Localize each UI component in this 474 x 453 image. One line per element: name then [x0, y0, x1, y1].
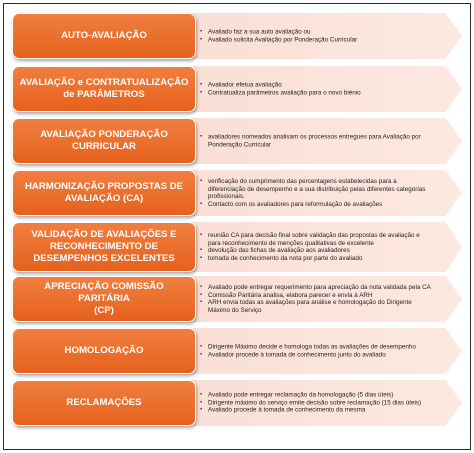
step-bullet-item: ▪ Comissão Paritária analisa, elabora parecer e envia à ARH [200, 291, 432, 299]
step-box [12, 13, 196, 59]
step-title: AVALIAÇÃO e CONTRATUALIZAÇÃO de PARÂMETROS [19, 77, 189, 100]
step-row-apreciacao-cp [12, 276, 462, 322]
step-bullet-item: ▪ reunião CA para decisão final sobre validação das propostas de avaliação e para reconhecimento de menções qualitativas de excelente [200, 232, 432, 247]
step-bullet-item: ▪ Avaliado faz a sua auto avaliação ou [200, 28, 432, 36]
step-bullet-item: ▪ Contacto com os avaliadores para reformulação de avaliações [200, 201, 432, 209]
step-bullet-list [200, 343, 432, 358]
step-bullet-item: ▪ Avaliado pode entregar reclamação da homologação (5 dias úteis) [200, 392, 432, 400]
step-bullet-item: ▪ Dirigente Máximo decide e homologa todas as avaliações de desempenho [200, 343, 432, 351]
step-bullet-item: ▪ Contratualiza parâmetros avaliação para o novo biénio [200, 89, 432, 97]
step-row-harmonizacao [12, 170, 462, 216]
step-bullet-item: ▪ Dirigente máximo do serviço emite decisão sobre reclamação (15 dias úteis) [200, 399, 432, 407]
step-title: AUTO-AVALIAÇÃO [61, 30, 147, 41]
step-row-avaliacao-contratualizacao [12, 66, 462, 112]
step-box [12, 222, 196, 272]
step-title: RECLAMAÇÕES [66, 397, 142, 408]
step-row-ponderacao-curricular [12, 118, 462, 164]
step-title: HOMOLOGAÇÃO [64, 345, 144, 356]
step-row-auto-avaliacao [12, 13, 462, 59]
step-row-reclamacoes [12, 380, 462, 426]
step-bullet-list [200, 81, 432, 96]
step-bullet-item: ▪ Avaliador efetua avaliação [200, 81, 432, 89]
step-bullet-list [200, 178, 432, 208]
step-bullet-item: ▪ Avaliado solicita Avaliação por Ponderação Curricular [200, 36, 432, 44]
step-title: APRECIAÇÃO COMISSÃO PARITÁRIA (CP) [44, 281, 164, 316]
step-row-homologacao [12, 328, 462, 374]
step-row-validacao [12, 222, 462, 272]
step-bullet-item: ▪ devolução das fichas de avaliação aos avaliadores [200, 247, 432, 255]
step-title: AVALIAÇÃO PONDERAÇÃO CURRICULAR [40, 129, 168, 152]
step-bullet-item: ▪ Avaliado procede à tomada de conhecimento da mesma [200, 407, 432, 415]
step-box [12, 118, 196, 164]
step-box [12, 328, 196, 374]
step-bullet-list [200, 392, 432, 415]
step-bullet-list [200, 28, 432, 43]
step-box [12, 66, 196, 112]
step-box [12, 170, 196, 216]
step-bullet-item: ▪ tomada de conhecimento da nota por parte do avaliado [200, 255, 432, 263]
step-box [12, 380, 196, 426]
step-title: HARMONIZAÇÃO PROPOSTAS DE AVALIAÇÃO (CA) [24, 181, 184, 204]
step-bullet-item: ▪ avaliadores nomeados analisam os processos entregues para Avaliação por Ponderação Curricular [200, 133, 432, 148]
step-bullet-list [200, 232, 432, 262]
step-bullet-item: ▪ verificação do cumprimento das percentagens estabelecidas para a diferenciação de desempenho e a sua distribuição pelas diferentes categorias profissionais. [200, 178, 432, 201]
step-bullet-list [200, 284, 432, 314]
step-bullet-list [200, 133, 432, 148]
step-box [12, 276, 196, 322]
step-bullet-item: ▪ Avaliado pode entregar requerimento para apreciação da nota validada pela CA [200, 284, 432, 292]
step-bullet-item: ▪ Avaliador procede à tomada de conhecimento junto do avaliado [200, 351, 432, 359]
step-title: VALIDAÇÃO DE AVALIAÇÕES E RECONHECIMENTO DE DESEMPENHOS EXCELENTES [31, 229, 177, 264]
step-bullet-item: ▪ ARH envia todas as avaliações para análise e homologação do Dirigente Máximo do Serviço [200, 299, 432, 314]
